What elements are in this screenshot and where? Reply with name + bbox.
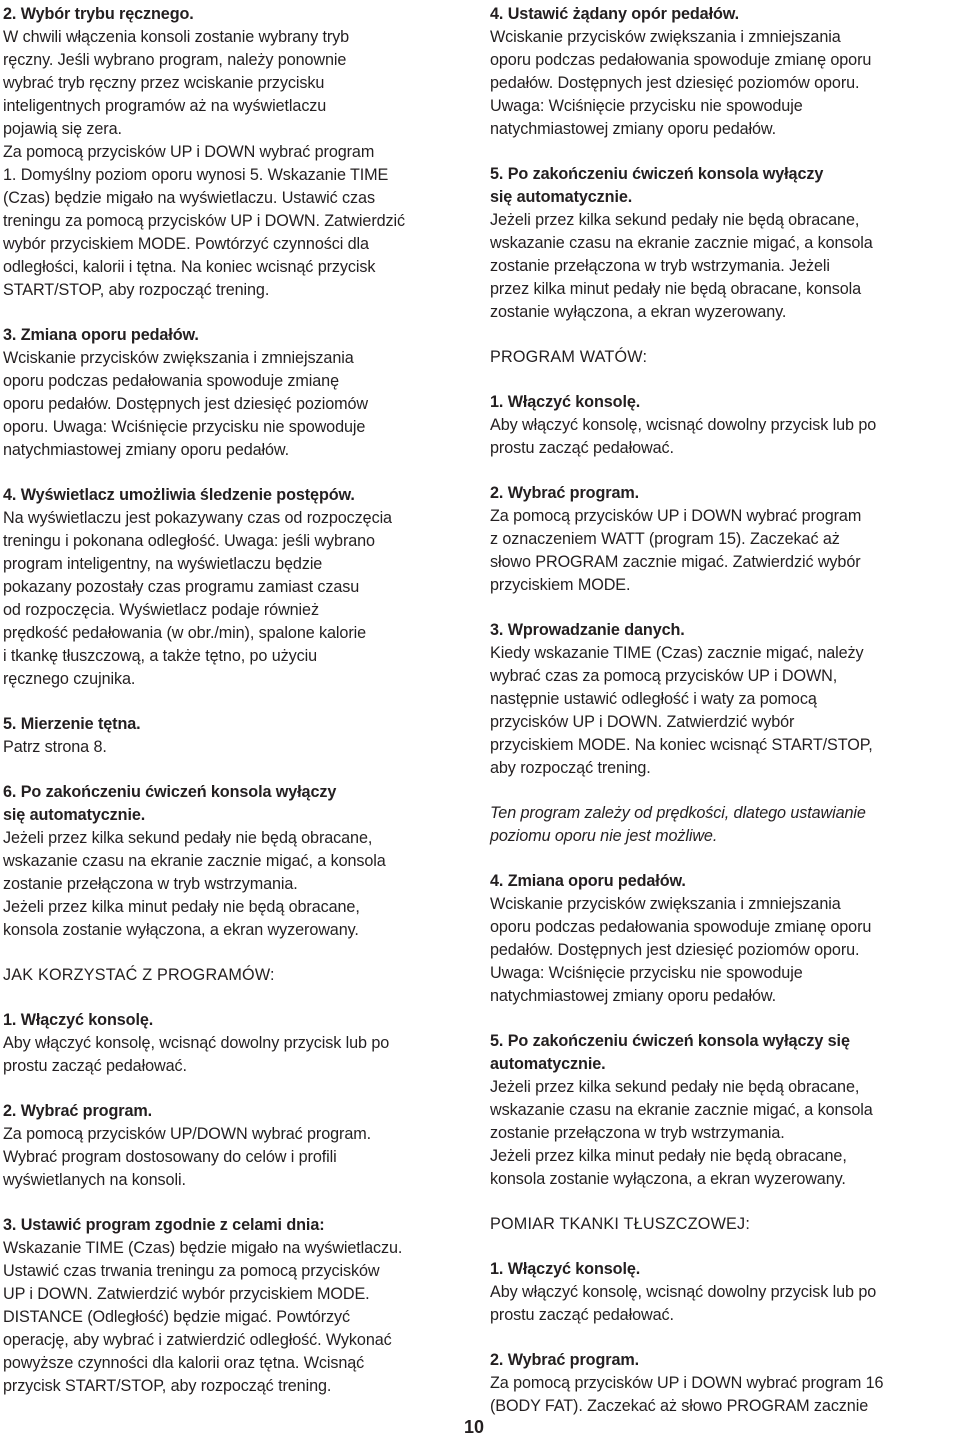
section (490, 482, 958, 597)
section-heading: 4. Wyświetlacz umożliwia śledzenie postępów. (3, 486, 355, 504)
body-line: zostanie przełączona w tryb wstrzymania. (3, 875, 298, 893)
body-line: aby rozpocząć trening. (490, 759, 651, 777)
section (490, 1349, 958, 1418)
section-heading-continued: się automatycznie. (490, 188, 633, 206)
section (490, 870, 958, 1008)
body-line: zostanie przełączona w tryb wstrzymania. Jeżeli (490, 257, 830, 275)
body-line: treningu i pokonana odległość. Uwaga: jeśli wybrano (3, 532, 375, 550)
body-line: Wciskanie przycisków zwiększania i zmniejszania (490, 28, 841, 46)
section (3, 1100, 473, 1192)
body-line: natychmiastowej zmiany oporu pedałów. (3, 441, 290, 459)
section (490, 346, 958, 369)
body-line: odległości, kalorii i tętna. Na koniec wcisnąć przycisk (3, 258, 376, 276)
body-line: przyciskiem MODE. (490, 576, 631, 594)
body-line: oporu pedałów. Dostępnych jest dziesięć poziomów (3, 395, 369, 413)
body-line: Jeżeli przez kilka sekund pedały nie będą obracane, (490, 211, 860, 229)
body-line: następnie ustawić odległość i waty za pomocą (490, 690, 817, 708)
body-line: przycisk START/STOP, aby rozpocząć trening. (3, 1377, 332, 1395)
body-line: oporu podczas pedałowania spowoduje zmianę (3, 372, 339, 390)
section (3, 484, 473, 691)
body-line: Patrz strona 8. (3, 738, 107, 756)
body-line: natychmiastowej zmiany oporu pedałów. (490, 120, 777, 138)
body-line: wyświetlanych na konsoli. (3, 1171, 186, 1189)
body-line: i tkankę tłuszczową, a także tętno, po użyciu (3, 647, 318, 665)
section-heading: 3. Zmiana oporu pedałów. (3, 326, 199, 344)
section (490, 163, 958, 324)
body-line: treningu za pomocą przycisków UP i DOWN. Zatwierdzić (3, 212, 406, 230)
italic-note-line: poziomu oporu nie jest możliwe. (490, 827, 718, 845)
section (3, 1009, 473, 1078)
body-line: pedałów. Dostępnych jest dziesięć poziomów oporu. (490, 74, 860, 92)
body-line: zostanie wyłączona, a ekran wyzerowany. (490, 303, 787, 321)
section (490, 1258, 958, 1327)
body-line: Wskazanie TIME (Czas) będzie migało na wyświetlaczu. (3, 1239, 403, 1257)
section (3, 964, 473, 987)
body-line: Jeżeli przez kilka sekund pedały nie będą obracane, (3, 829, 373, 847)
body-line: prostu zacząć pedałować. (3, 1057, 187, 1075)
page-number: 10 (464, 1417, 485, 1437)
body-line: natychmiastowej zmiany oporu pedałów. (490, 987, 777, 1005)
body-line: Kiedy wskazanie TIME (Czas) zacznie migać, należy (490, 644, 864, 662)
section-heading: 2. Wybrać program. (3, 1102, 153, 1120)
section (3, 1214, 473, 1398)
section-heading: 6. Po zakończeniu ćwiczeń konsola wyłączy (3, 783, 337, 801)
body-line: słowo PROGRAM zacznie migać. Zatwierdzić wybór (490, 553, 861, 571)
section (3, 781, 473, 942)
italic-note-line: Ten program zależy od prędkości, dlatego ustawianie (490, 804, 866, 822)
body-line: prostu zacząć pedałować. (490, 1306, 674, 1324)
body-line: DISTANCE (Odległość) będzie migać. Powtórzyć (3, 1308, 351, 1326)
section-heading: 5. Mierzenie tętna. (3, 715, 141, 733)
section-heading: 3. Ustawić program zgodnie z celami dnia: (3, 1216, 325, 1234)
body-line: (BODY FAT). Zaczekać aż słowo PROGRAM zacznie (490, 1397, 869, 1415)
body-line: ręczny. Jeśli wybrano program, należy ponownie (3, 51, 347, 69)
body-line: Za pomocą przycisków UP i DOWN wybrać program 16 (490, 1374, 884, 1392)
body-line: UP i DOWN. Zatwierdzić wybór przyciskiem MODE. (3, 1285, 370, 1303)
body-line: konsola zostanie wyłączona, a ekran wyzerowany. (490, 1170, 846, 1188)
section (490, 1030, 958, 1191)
body-line: przyciskiem MODE. Na koniec wcisnąć START/STOP, (490, 736, 873, 754)
body-line: Na wyświetlaczu jest pokazywany czas od rozpoczęcia (3, 509, 392, 527)
section (490, 1213, 958, 1236)
section-heading: 2. Wybrać program. (490, 484, 640, 502)
body-line: wybór przyciskiem MODE. Powtórzyć czynności dla (3, 235, 369, 253)
body-line: Za pomocą przycisków UP i DOWN wybrać program (3, 143, 375, 161)
section-heading-continued: się automatycznie. (3, 806, 146, 824)
body-line: pedałów. Dostępnych jest dziesięć poziomów oporu. (490, 941, 860, 959)
body-line: Za pomocą przycisków UP i DOWN wybrać program (490, 507, 862, 525)
section-heading: 2. Wybrać program. (490, 1351, 640, 1369)
body-line: Wciskanie przycisków zwiększania i zmniejszania (3, 349, 354, 367)
body-line: Uwaga: Wciśnięcie przycisku nie spowoduje (490, 97, 803, 115)
right-column (490, 3, 958, 1440)
body-line: Aby włączyć konsolę, wcisnąć dowolny przycisk lub po (490, 1283, 877, 1301)
section-heading: 2. Wybór trybu ręcznego. (3, 5, 194, 23)
section (3, 3, 473, 302)
body-line: Uwaga: Wciśnięcie przycisku nie spowoduje (490, 964, 803, 982)
section (3, 324, 473, 462)
section-heading: 4. Ustawić żądany opór pedałów. (490, 5, 740, 23)
body-line: oporu podczas pedałowania spowoduje zmianę oporu (490, 918, 872, 936)
body-line: (Czas) będzie migało na wyświetlaczu. Ustawić czas (3, 189, 375, 207)
body-line: wskazanie czasu na ekranie zacznie migać, a konsola (490, 234, 873, 252)
body-line: Aby włączyć konsolę, wcisnąć dowolny przycisk lub po (490, 416, 877, 434)
body-line: Jeżeli przez kilka sekund pedały nie będą obracane, (490, 1078, 860, 1096)
left-column (3, 3, 473, 1420)
body-line: przycisków UP i DOWN. Zatwierdzić wybór (490, 713, 795, 731)
body-line: operację, aby wybrać i zatwierdzić odległość. Wykonać (3, 1331, 392, 1349)
section (490, 391, 958, 460)
body-line: Ustawić czas trwania treningu za pomocą przycisków (3, 1262, 380, 1280)
body-line: wskazanie czasu na ekranie zacznie migać, a konsola (490, 1101, 873, 1119)
body-line: program inteligentny, na wyświetlaczu będzie (3, 555, 323, 573)
body-line: prędkość pedałowania (w obr./min), spalone kalorie (3, 624, 367, 642)
section-heading: 1. Włączyć konsolę. (490, 1260, 641, 1278)
body-line: pokazany pozostały czas programu zamiast czasu (3, 578, 360, 596)
body-line: wybrać czas za pomocą przycisków UP i DOWN, (490, 667, 838, 685)
section-caps-heading: JAK KORZYSTAĆ Z PROGRAMÓW: (3, 966, 275, 984)
body-line: wskazanie czasu na ekranie zacznie migać, a konsola (3, 852, 386, 870)
body-line: inteligentnych programów aż na wyświetlaczu (3, 97, 327, 115)
body-line: konsola zostanie wyłączona, a ekran wyzerowany. (3, 921, 359, 939)
body-line: od rozpoczęcia. Wyświetlacz podaje również (3, 601, 319, 619)
body-line: wybrać tryb ręczny przez wciskanie przycisku (3, 74, 325, 92)
body-line: z oznaczeniem WATT (program 15). Zaczekać aż (490, 530, 840, 548)
body-line: oporu. Uwaga: Wciśnięcie przycisku nie spowoduje (3, 418, 366, 436)
body-line: 1. Domyślny poziom oporu wynosi 5. Wskazanie TIME (3, 166, 389, 184)
section (490, 3, 958, 141)
section-heading: 1. Włączyć konsolę. (3, 1011, 154, 1029)
body-line: Wybrać program dostosowany do celów i profili (3, 1148, 337, 1166)
section-caps-heading: POMIAR TKANKI TŁUSZCZOWEJ: (490, 1215, 751, 1233)
section-heading-continued: automatycznie. (490, 1055, 606, 1073)
body-line: powyższe czynności dla kalorii oraz tętna. Wcisnąć (3, 1354, 365, 1372)
body-line: Wciskanie przycisków zwiększania i zmniejszania (490, 895, 841, 913)
section (490, 619, 958, 780)
body-line: zostanie przełączona w tryb wstrzymania. (490, 1124, 785, 1142)
section-heading: 1. Włączyć konsolę. (490, 393, 641, 411)
section (490, 802, 958, 848)
section (3, 713, 473, 759)
section-heading: 5. Po zakończeniu ćwiczeń konsola wyłączy się (490, 1032, 850, 1050)
body-line: Aby włączyć konsolę, wcisnąć dowolny przycisk lub po (3, 1034, 390, 1052)
body-line: Jeżeli przez kilka minut pedały nie będą obracane, (490, 1147, 847, 1165)
body-line: START/STOP, aby rozpocząć trening. (3, 281, 270, 299)
body-line: Jeżeli przez kilka minut pedały nie będą obracane, (3, 898, 360, 916)
body-line: prostu zacząć pedałować. (490, 439, 674, 457)
body-line: ręcznego czujnika. (3, 670, 136, 688)
section-heading: 4. Zmiana oporu pedałów. (490, 872, 686, 890)
body-line: Za pomocą przycisków UP/DOWN wybrać program. (3, 1125, 371, 1143)
section-heading: 5. Po zakończeniu ćwiczeń konsola wyłączy (490, 165, 824, 183)
section-caps-heading: PROGRAM WATÓW: (490, 348, 648, 366)
body-line: oporu podczas pedałowania spowoduje zmianę oporu (490, 51, 872, 69)
body-line: pojawią się zera. (3, 120, 122, 138)
body-line: przez kilka minut pedały nie będą obracane, konsola (490, 280, 862, 298)
section-heading: 3. Wprowadzanie danych. (490, 621, 685, 639)
body-line: W chwili włączenia konsoli zostanie wybrany tryb (3, 28, 350, 46)
